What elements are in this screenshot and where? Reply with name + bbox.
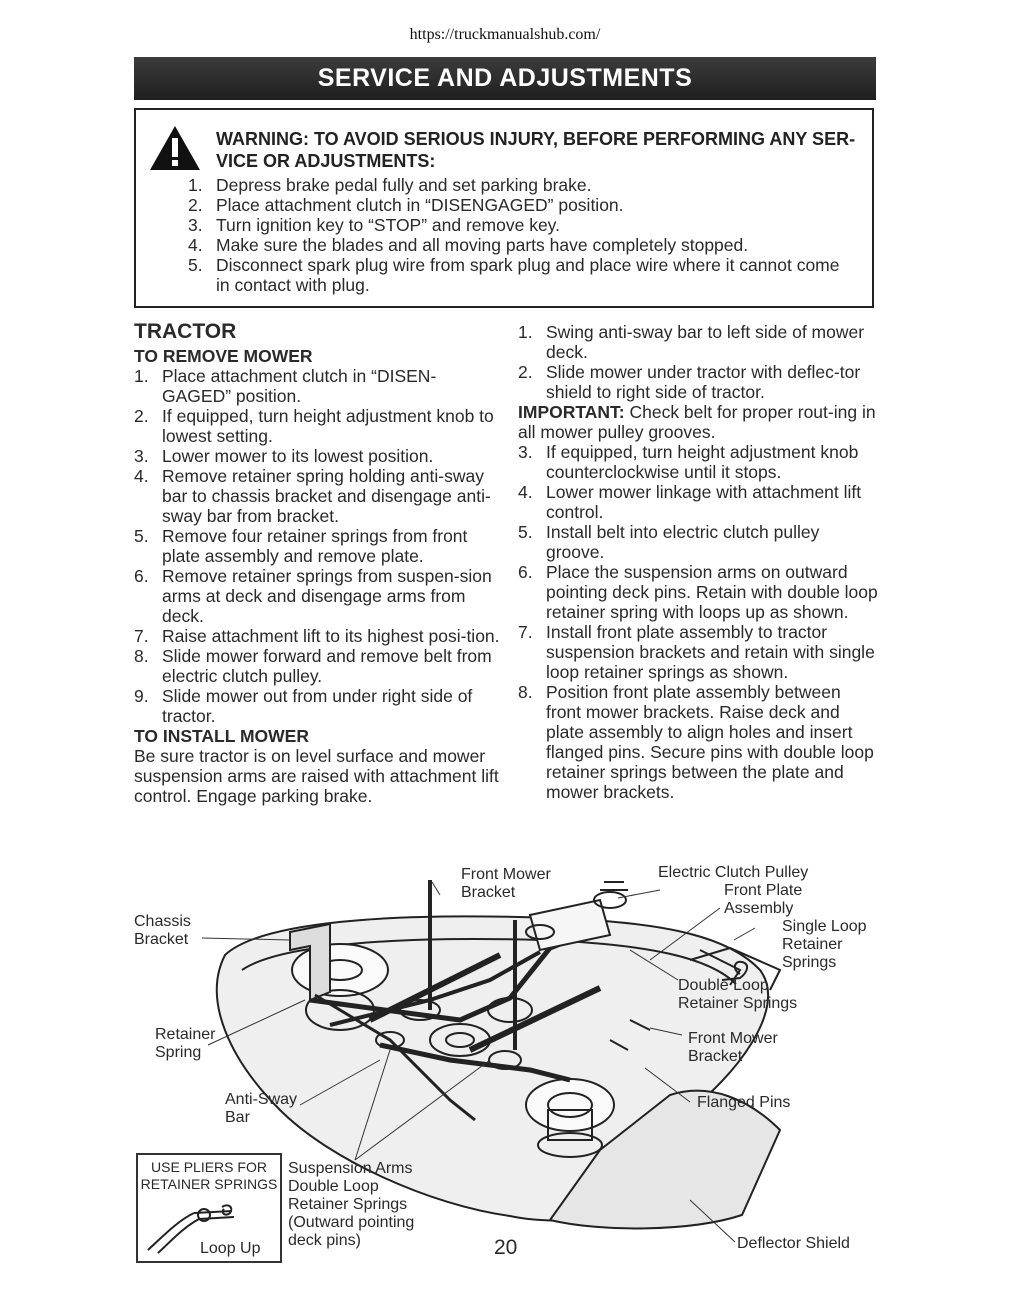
warning-item: 3. Turn ignition key to “STOP” and remove key. [188,215,560,235]
important-text: Check belt for proper rout-ing in all mower pulley grooves. [518,402,876,442]
list-item: 1. Swing anti-sway bar to left side of mower deck. [518,322,865,362]
label-chassis-bracket: Chassis Bracket [134,913,191,948]
install-steps-list-b [518,442,880,802]
warning-list [188,175,856,295]
label-front-mower-bracket-top: Front Mower Bracket [461,866,551,901]
warning-title: WARNING: TO AVOID SERIOUS INJURY, BEFORE PERFORMING ANY SER- VICE OR ADJUSTMENTS: [216,129,856,171]
label-electric-clutch-pulley: Electric Clutch Pulley [658,864,809,881]
warning-item: 5. Disconnect spark plug wire from spark plug and place wire where it cannot come in contact with plug. [188,255,840,295]
label-front-plate-assembly: Front Plate Assembly [724,882,803,917]
label-suspension-arms: Suspension Arms Double Loop Retainer Springs (Outward pointing deck pins) [288,1160,415,1249]
list-item: 6. Place the suspension arms on outward pointing deck pins. Retain with double loop retainer spring with loops up as shown. [518,562,878,622]
tractor-heading: TRACTOR [134,320,237,343]
left-column [134,320,504,806]
list-item: 5. Install belt into electric clutch pulley groove. [518,522,820,562]
source-url[interactable]: https://truckmanualshub.com/ [409,26,601,43]
list-item: 1. Place attachment clutch in “DISEN-GAGED” position. [134,366,437,406]
label-anti-sway-bar: Anti-Sway Bar [225,1091,298,1126]
label-single-loop: Single Loop Retainer Springs [782,918,867,971]
list-item: 3. If equipped, turn height adjustment knob counterclockwise until it stops. [518,442,859,482]
install-mower-heading: TO INSTALL MOWER [134,726,309,746]
list-item: 4. Lower mower linkage with attachment lift control. [518,482,862,522]
warning-box [134,108,874,308]
list-item: 7. Install front plate assembly to tractor suspension brackets and retain with single loop retainer springs as shown. [518,622,875,682]
list-item: 7. Raise attachment lift to its highest posi-tion. [134,626,500,646]
list-item: 2. Slide mower under tractor with deflec-tor shield to right side of tractor. [518,362,861,402]
list-item: 8. Position front plate assembly between front mower brackets. Raise deck and plate assembly to align holes and insert flanged pins. Secure pins with double loop retainer springs between the plate and mower brackets. [518,682,874,802]
install-intro: Be sure tractor is on level surface and mower suspension arms are raised with attachment lift control. Engage parking brake. [134,746,499,806]
warning-item: 2. Place attachment clutch in “DISENGAGED” position. [188,195,624,215]
pliers-callout-box [136,1153,282,1263]
label-deflector-shield: Deflector Shield [737,1235,850,1252]
label-front-mower-bracket-right: Front Mower Bracket [688,1030,778,1065]
pliers-loop-up-label: Loop Up [200,1240,261,1257]
list-item: 6. Remove retainer springs from suspen-sion arms at deck and disengage arms from deck. [134,566,492,626]
right-column [518,322,880,802]
label-double-loop: Double Loop Retainer Springs [678,977,798,1012]
list-item: 9. Slide mower out from under right side of tractor. [134,686,473,726]
page-number: 20 [494,1236,518,1259]
list-item: 4. Remove retainer spring holding anti-sway bar to chassis bracket and disengage anti-sway bar from bracket. [134,466,491,526]
pliers-callout-title: USE PLIERS FOR RETAINER SPRINGS [140,1159,278,1192]
warning-triangle-icon [148,124,202,172]
section-banner: SERVICE AND ADJUSTMENTS [134,57,876,100]
list-item: 2. If equipped, turn height adjustment knob to lowest setting. [134,406,494,446]
label-retainer-spring: Retainer Spring [155,1026,216,1061]
install-steps-list-a [518,322,880,402]
label-flanged-pins: Flanged Pins [697,1094,791,1111]
important-label: IMPORTANT: [518,402,625,422]
list-item: 5. Remove four retainer springs from front plate assembly and remove plate. [134,526,468,566]
remove-mower-heading: TO REMOVE MOWER [134,346,313,366]
list-item: 3. Lower mower to its lowest position. [134,446,434,466]
warning-item: 4. Make sure the blades and all moving parts have completely stopped. [188,235,749,255]
warning-item: 1. Depress brake pedal fully and set parking brake. [188,175,592,195]
important-note [518,402,880,442]
remove-steps-list [134,366,504,726]
list-item: 8. Slide mower forward and remove belt from electric clutch pulley. [134,646,492,686]
